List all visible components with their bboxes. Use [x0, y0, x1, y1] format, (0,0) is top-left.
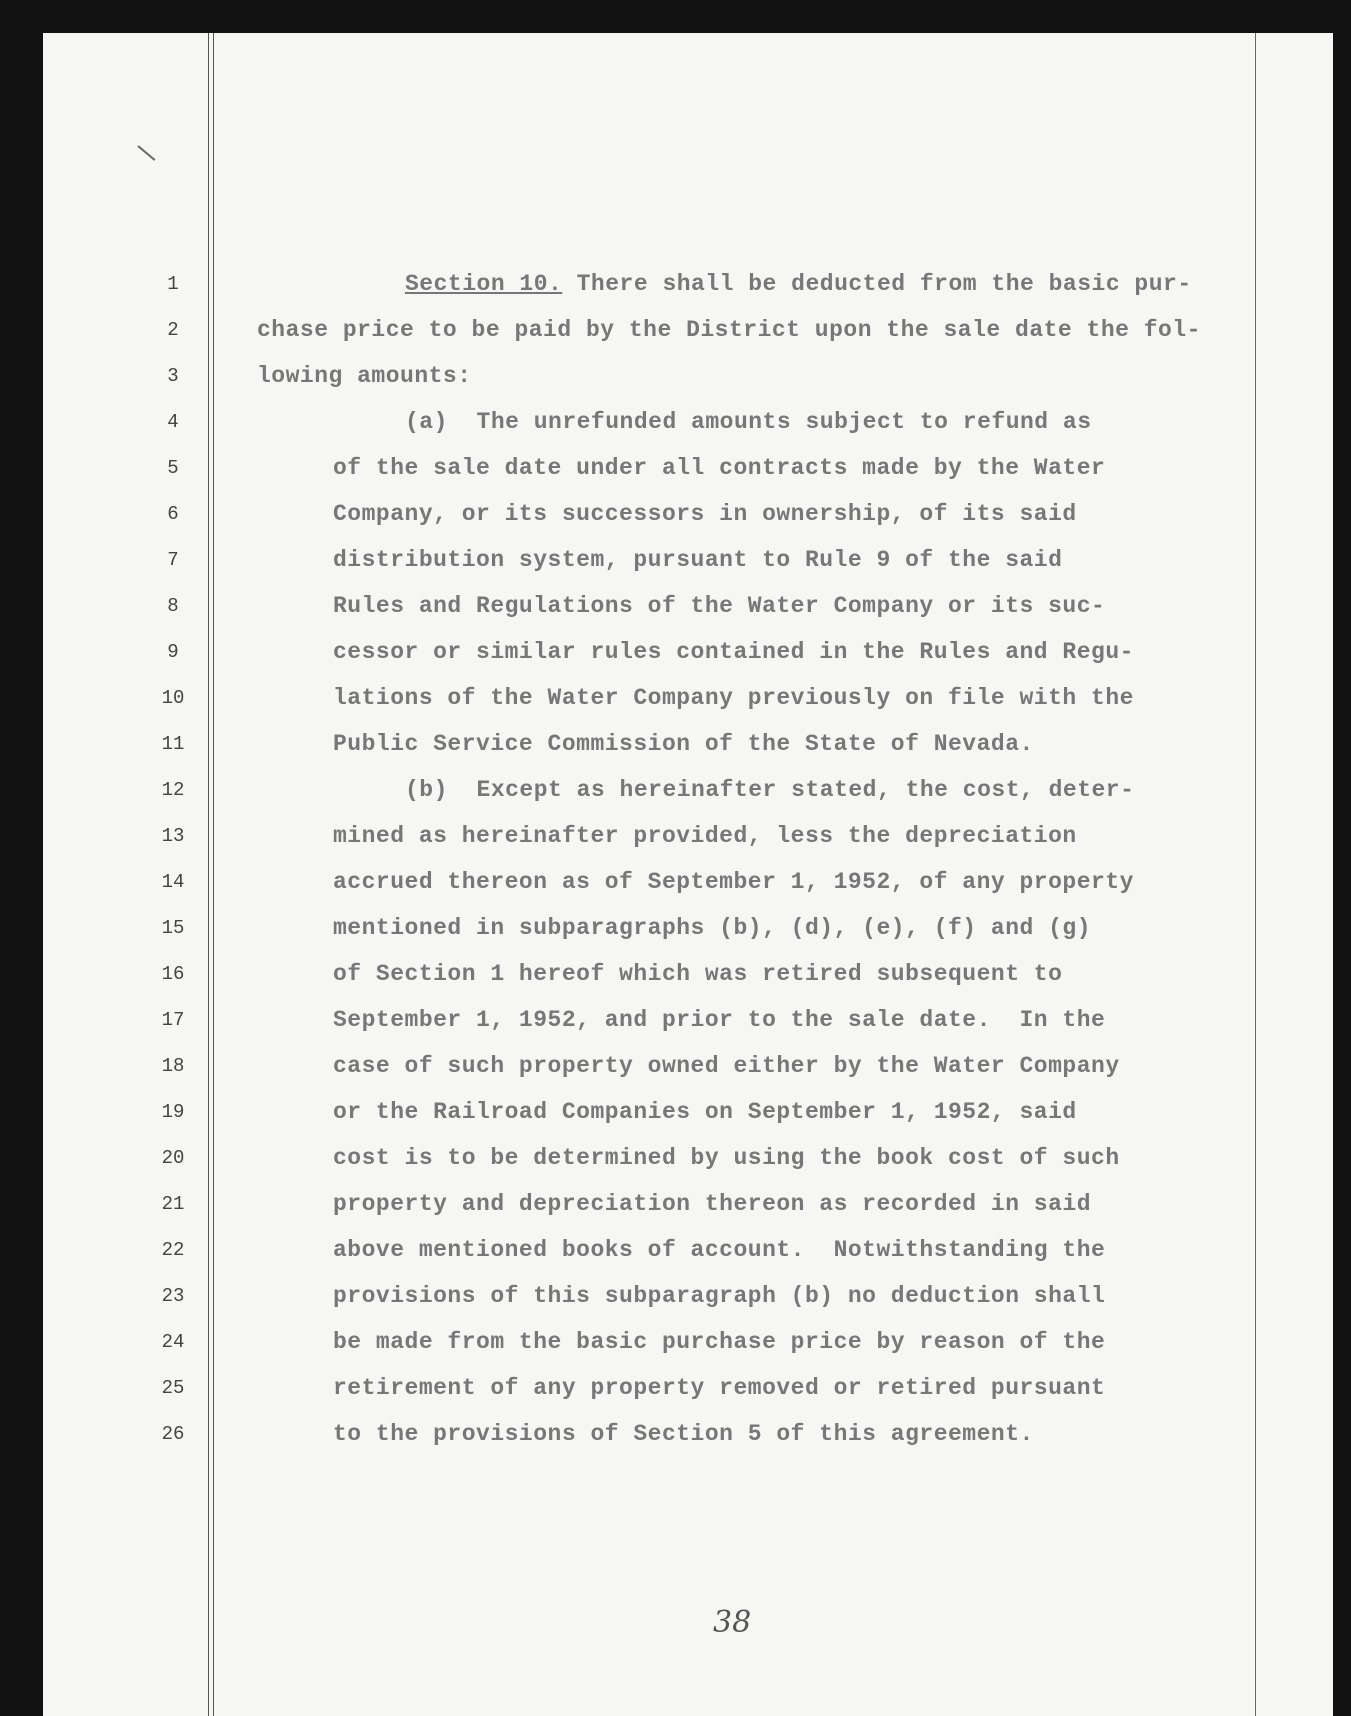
- text-line-20: cost is to be determined by using the book cost of such: [333, 1145, 1120, 1171]
- text-line-24: be made from the basic purchase price by reason of the: [333, 1329, 1106, 1355]
- line-number: 22: [161, 1239, 185, 1261]
- line-number: 15: [161, 917, 185, 939]
- text-line-2: chase price to be paid by the District upon the sale date the fol-: [257, 317, 1201, 343]
- line-number: 18: [161, 1055, 185, 1077]
- text-line-23: provisions of this subparagraph (b) no deduction shall: [333, 1283, 1106, 1309]
- line-number: 8: [167, 595, 179, 617]
- line-number: 24: [161, 1331, 185, 1353]
- line-number: 17: [161, 1009, 185, 1031]
- text-line-22: above mentioned books of account. Notwithstanding the: [333, 1237, 1106, 1263]
- text-line-25: retirement of any property removed or retired pursuant: [333, 1375, 1106, 1401]
- text-line-8: Rules and Regulations of the Water Company or its suc-: [333, 593, 1106, 619]
- text-line-5: of the sale date under all contracts made by the Water: [333, 455, 1106, 481]
- text-line-7: distribution system, pursuant to Rule 9 of the said: [333, 547, 1063, 573]
- section-heading: Section 10.: [405, 271, 563, 297]
- line-number: 9: [167, 641, 179, 663]
- line-number: 13: [161, 825, 185, 847]
- line-number: 10: [161, 687, 185, 709]
- line-number: 16: [161, 963, 185, 985]
- left-margin-rule-inner: [213, 33, 214, 1716]
- text-line-13: mined as hereinafter provided, less the depreciation: [333, 823, 1077, 849]
- text-line-18: case of such property owned either by the Water Company: [333, 1053, 1120, 1079]
- text-line-9: cessor or similar rules contained in the Rules and Regu-: [333, 639, 1134, 665]
- line-number: 6: [167, 503, 179, 525]
- line-number: 19: [161, 1101, 185, 1123]
- item-a-start: (a) The unrefunded amounts subject to refund as: [405, 409, 1092, 435]
- text-line-10: lations of the Water Company previously on file with the: [333, 685, 1134, 711]
- line-number: 12: [161, 779, 185, 801]
- item-b-start: (b) Except as hereinafter stated, the cost, deter-: [405, 777, 1135, 803]
- text-line-26: to the provisions of Section 5 of this agreement.: [333, 1421, 1034, 1447]
- text-line-15: mentioned in subparagraphs (b), (d), (e), (f) and (g): [333, 915, 1092, 941]
- line-number: 2: [167, 319, 179, 341]
- text-line-1: [405, 273, 1192, 296]
- text-line-14: accrued thereon as of September 1, 1952, of any property: [333, 869, 1134, 895]
- line-number: 23: [161, 1285, 185, 1307]
- document-page: [43, 33, 1333, 1716]
- pencil-mark: [137, 145, 155, 161]
- line-number: 25: [161, 1377, 185, 1399]
- line-number: 4: [167, 411, 179, 433]
- text-line-11: Public Service Commission of the State of Nevada.: [333, 731, 1034, 757]
- text-line-19: or the Railroad Companies on September 1, 1952, said: [333, 1099, 1077, 1125]
- line-number: 7: [167, 549, 179, 571]
- page-number: 38: [713, 1605, 752, 1640]
- line-number: 20: [161, 1147, 185, 1169]
- line-number: 5: [167, 457, 179, 479]
- line-number: 1: [167, 273, 179, 295]
- right-margin-rule: [1255, 33, 1256, 1716]
- line-number: 14: [161, 871, 185, 893]
- text-line-3: lowing amounts:: [257, 363, 472, 389]
- line-number: 26: [161, 1423, 185, 1445]
- text-line-17: September 1, 1952, and prior to the sale date. In the: [333, 1007, 1106, 1033]
- text-line-21: property and depreciation thereon as recorded in said: [333, 1191, 1092, 1217]
- text-line-16: of Section 1 hereof which was retired subsequent to: [333, 961, 1063, 987]
- line-number: 21: [161, 1193, 185, 1215]
- text-line-1-rest: There shall be deducted from the basic pur-: [562, 271, 1192, 297]
- text-line-6: Company, or its successors in ownership, of its said: [333, 501, 1077, 527]
- left-margin-rule: [208, 33, 209, 1716]
- line-number: 11: [161, 733, 185, 755]
- line-number: 3: [167, 365, 179, 387]
